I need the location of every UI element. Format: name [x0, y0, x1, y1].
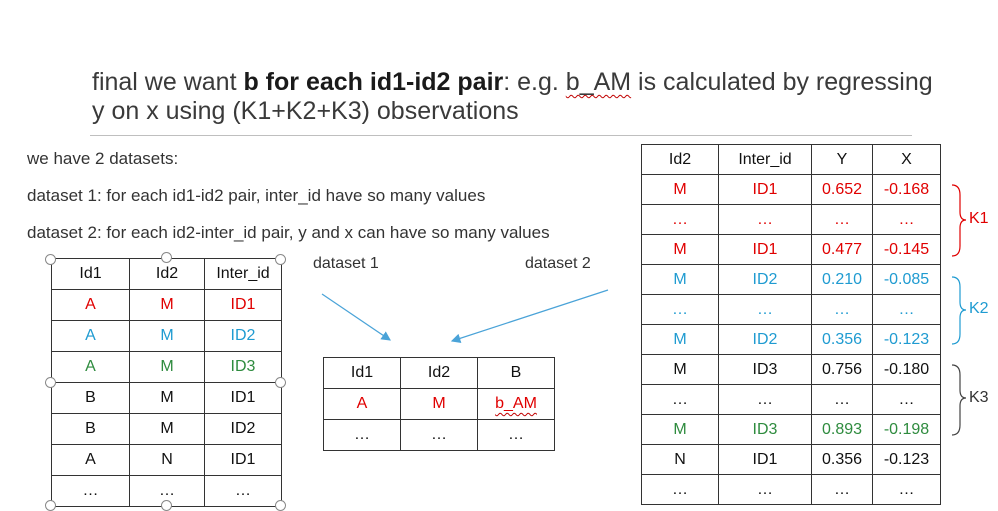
dataset2-cell: … — [873, 295, 941, 325]
title-text-3: is calculated by regressing y on x using (K1+K2+K3) observations — [92, 68, 933, 125]
group-label-k1: K1 — [969, 210, 989, 227]
dataset2-cell: M — [642, 175, 719, 205]
dataset2-cell: 0.893 — [812, 415, 873, 445]
description-line-1: we have 2 datasets: — [27, 149, 179, 168]
dataset2-cell: ID3 — [719, 415, 812, 445]
dataset2-cell: ID2 — [719, 325, 812, 355]
dataset1-cell: ID3 — [205, 352, 282, 383]
dataset1-cell: B — [52, 414, 130, 445]
dataset2-cell: … — [642, 475, 719, 505]
dataset2-cell: … — [642, 205, 719, 235]
result-header-cell: B — [478, 358, 555, 389]
dataset2-cell: … — [812, 295, 873, 325]
dataset2-cell: … — [642, 295, 719, 325]
dataset1-cell: M — [130, 414, 205, 445]
dataset1-cell: M — [130, 321, 205, 352]
dataset1-cell: … — [52, 476, 130, 507]
dataset2-cell: ID1 — [719, 445, 812, 475]
brace-k3 — [952, 365, 966, 435]
dataset2-cell: 0.756 — [812, 355, 873, 385]
dataset2-cell: … — [873, 385, 941, 415]
dataset2-cell: … — [719, 385, 812, 415]
b-am-term: b_AM — [495, 395, 537, 412]
dataset2-cell: … — [873, 475, 941, 505]
dataset2-cell: 0.356 — [812, 325, 873, 355]
arrow-from-dataset2 — [452, 290, 608, 341]
dataset2-cell: M — [642, 355, 719, 385]
dataset1-header-cell: Inter_id — [205, 259, 282, 290]
dataset2-cell: 0.652 — [812, 175, 873, 205]
dataset1-cell: M — [130, 290, 205, 321]
dataset2-header-cell: X — [873, 145, 941, 175]
result-cell: A — [324, 389, 401, 420]
dataset2-cell: -0.085 — [873, 265, 941, 295]
dataset1-cell: M — [130, 352, 205, 383]
result-cell: … — [478, 420, 555, 451]
dataset2-cell: M — [642, 325, 719, 355]
title-text-2: : e.g. — [503, 68, 566, 96]
dataset1-cell: ID2 — [205, 414, 282, 445]
dataset2-cell: … — [873, 205, 941, 235]
dataset2-cell: -0.198 — [873, 415, 941, 445]
dataset2-cell: N — [642, 445, 719, 475]
dataset2-cell: M — [642, 235, 719, 265]
description-line-2: dataset 1: for each id1-id2 pair, inter_id have so many values — [27, 186, 486, 205]
result-header-cell: Id2 — [401, 358, 478, 389]
dataset1-cell: ID2 — [205, 321, 282, 352]
dataset2-cell: ID1 — [719, 175, 812, 205]
dataset2-cell: -0.180 — [873, 355, 941, 385]
dataset2-cell: -0.168 — [873, 175, 941, 205]
title-bold-text: b for each id1-id2 pair — [243, 68, 504, 96]
group-label-k2: K2 — [969, 300, 989, 317]
dataset2-cell: … — [812, 205, 873, 235]
dataset1-cell: A — [52, 321, 130, 352]
result-header-cell: Id1 — [324, 358, 401, 389]
dataset2-cell: ID3 — [719, 355, 812, 385]
dataset2-cell: … — [812, 475, 873, 505]
result-cell: M — [401, 389, 478, 420]
dataset1-header-cell: Id2 — [130, 259, 205, 290]
dataset2-cell: 0.477 — [812, 235, 873, 265]
dataset2-cell: 0.210 — [812, 265, 873, 295]
dataset1-cell: … — [205, 476, 282, 507]
dataset1-cell: A — [52, 290, 130, 321]
group-label-k3: K3 — [969, 389, 989, 406]
dataset1-cell: ID1 — [205, 290, 282, 321]
dataset2-cell: 0.356 — [812, 445, 873, 475]
description-line-3: dataset 2: for each id2-inter_id pair, y and x can have so many values — [27, 223, 550, 242]
dataset1-cell: ID1 — [205, 445, 282, 476]
dataset2-cell: … — [719, 475, 812, 505]
brace-k1 — [952, 185, 966, 256]
dataset1-cell: B — [52, 383, 130, 414]
dataset2-cell: M — [642, 415, 719, 445]
dataset2-cell: ID1 — [719, 235, 812, 265]
dataset1-cell: A — [52, 445, 130, 476]
dataset2-cell: -0.123 — [873, 325, 941, 355]
dataset2-header-cell: Inter_id — [719, 145, 812, 175]
result-cell: … — [401, 420, 478, 451]
dataset2-cell: … — [719, 295, 812, 325]
title-text-1: final we want — [92, 68, 244, 96]
dataset2-cell: -0.123 — [873, 445, 941, 475]
dataset2-cell: … — [812, 385, 873, 415]
dataset1-cell: ID1 — [205, 383, 282, 414]
dataset2-cell: -0.145 — [873, 235, 941, 265]
brace-k2 — [952, 277, 966, 344]
dataset1-cell: M — [130, 383, 205, 414]
dataset2-cell: … — [719, 205, 812, 235]
dataset2-cell: M — [642, 265, 719, 295]
title-term-b-am: b_AM — [565, 68, 632, 96]
dataset1-header-cell: Id1 — [52, 259, 130, 290]
dataset1-cell: N — [130, 445, 205, 476]
dataset2-cell: … — [642, 385, 719, 415]
dataset1-cell: A — [52, 352, 130, 383]
dataset2-cell: ID2 — [719, 265, 812, 295]
dataset2-label: dataset 2 — [525, 255, 591, 272]
arrow-from-dataset1 — [322, 294, 390, 340]
dataset2-header-cell: Id2 — [642, 145, 719, 175]
dataset1-label: dataset 1 — [313, 255, 379, 272]
dataset2-header-cell: Y — [812, 145, 873, 175]
dataset1-cell: … — [130, 476, 205, 507]
result-cell: … — [324, 420, 401, 451]
